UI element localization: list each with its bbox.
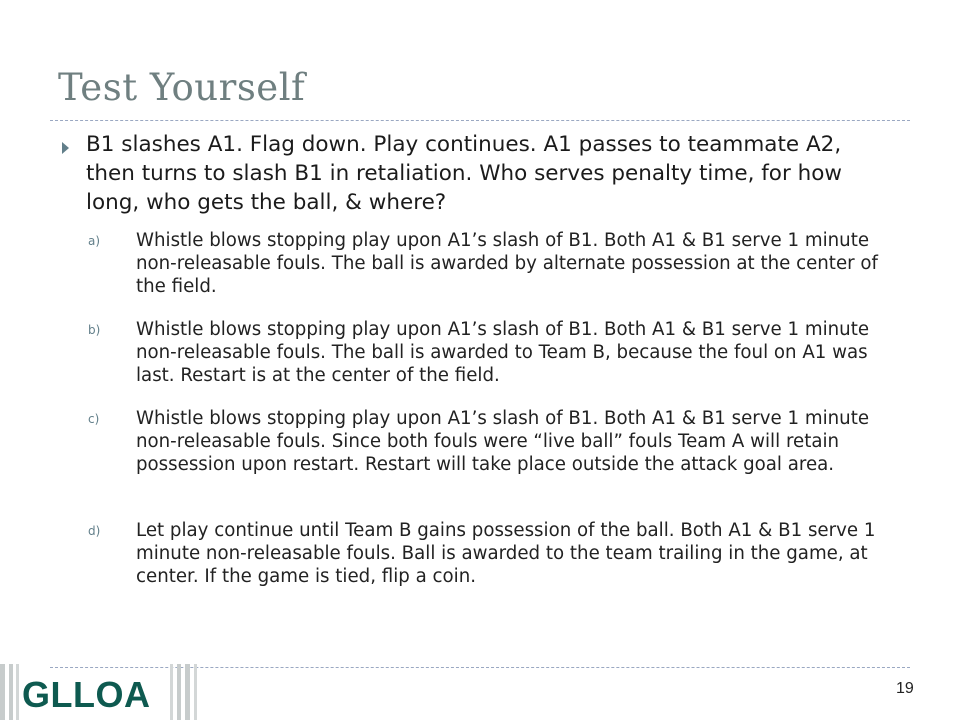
- answer-text: Whistle blows stopping play upon A1’s slash of B1. Both A1 & B1 serve 1 minute non-releasable fouls. The ball is awarded to Team B, because the foul on A1 was last. Restart is at the center of the field.: [136, 319, 870, 386]
- answer-letter: a): [88, 234, 101, 248]
- answer-text: Let play continue until Team B gains possession of the ball. Both A1 & B1 serve 1 minute non-releasable fouls. Ball is awarded to the team trailing in the game, at center. If the game is tied, flip a coin.: [136, 520, 876, 587]
- answer-letter: b): [88, 323, 101, 337]
- answer-text: Whistle blows stopping play upon A1’s slash of B1. Both A1 & B1 serve 1 minute non-releasable fouls. Since both fouls were “live ball” fouls Team A will retain possession upon restart. Restart will take place outside the attack goal area.: [136, 408, 870, 475]
- page-number: 19: [896, 680, 914, 697]
- answer-letter: d): [88, 524, 101, 538]
- top-divider: [50, 120, 910, 121]
- slide-title: Test Yourself: [58, 66, 306, 109]
- answer-text: Whistle blows stopping play upon A1’s slash of B1. Both A1 & B1 serve 1 minute non-releasable fouls. The ball is awarded by alternate possession at the center of the field.: [136, 230, 878, 297]
- question-text: B1 slashes A1. Flag down. Play continues. A1 passes to teammate A2, then turns to slash B1 in retaliation. Who serves penalty time, for how long, who gets the ball, & where?: [86, 132, 842, 215]
- bullet-arrow-icon: [62, 142, 69, 154]
- answer-letter: c): [88, 412, 100, 426]
- logo-text: GLLOA: [22, 674, 151, 715]
- glloa-logo: [0, 664, 200, 720]
